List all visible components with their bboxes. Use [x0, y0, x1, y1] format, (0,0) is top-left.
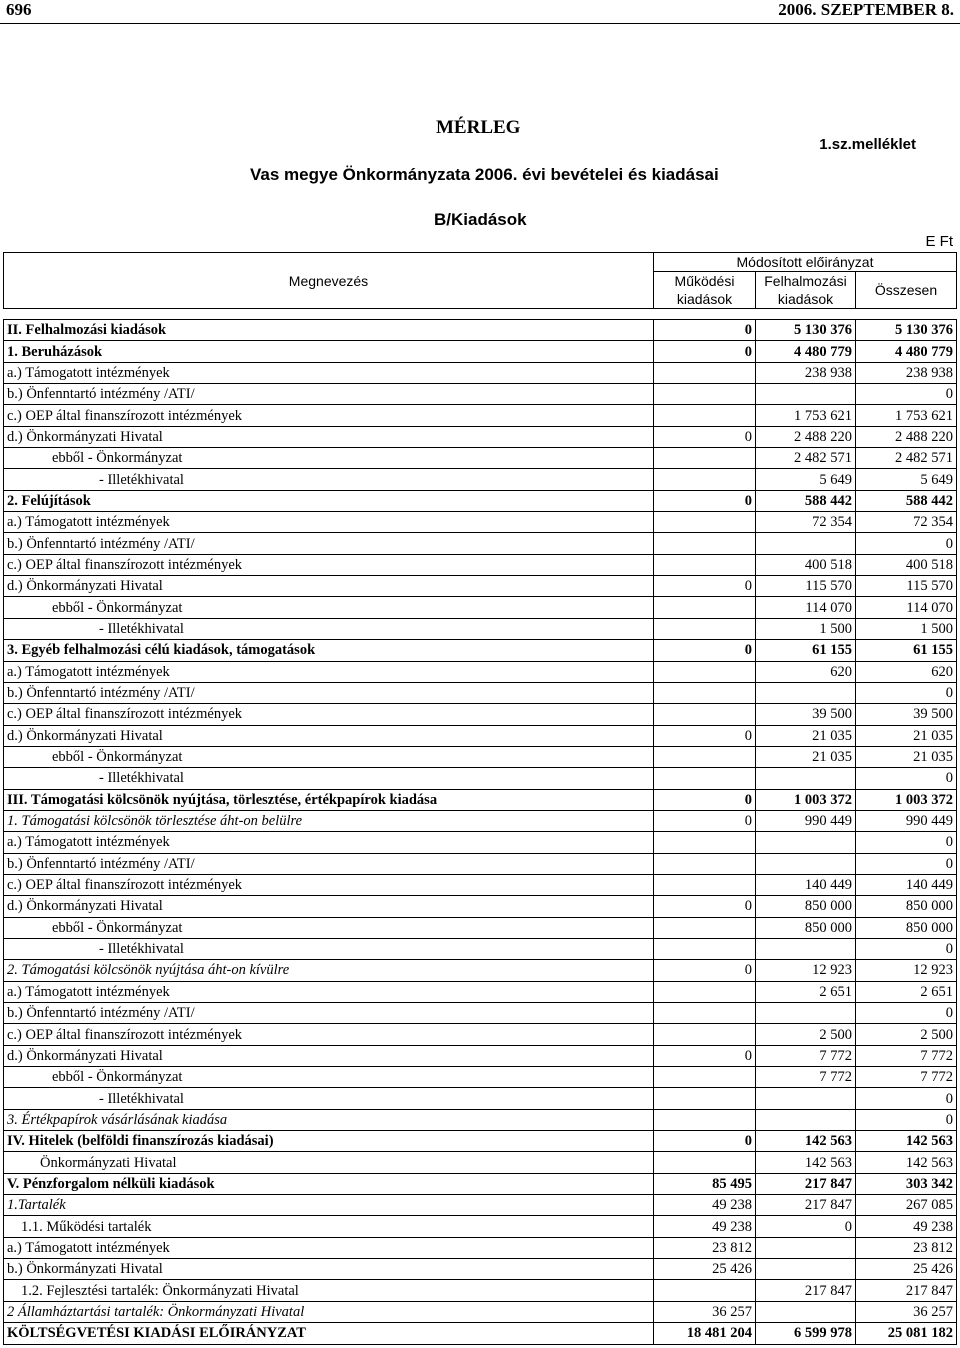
operating-expense-cell: 0 — [654, 960, 756, 981]
capital-expense-cell: 5 130 376 — [756, 320, 856, 341]
table-row — [4, 1323, 957, 1344]
row-label: 2 Államháztartási tartalék: Önkormányzati Hivatal — [4, 1301, 654, 1322]
total-cell: 21 035 — [856, 725, 957, 746]
total-cell: 114 070 — [856, 597, 957, 618]
operating-expense-cell — [654, 597, 756, 618]
table-row — [4, 682, 957, 703]
table-row — [4, 426, 957, 447]
table-header — [3, 252, 957, 309]
total-cell: 142 563 — [856, 1131, 957, 1152]
table-row — [4, 1195, 957, 1216]
total-cell: 7 772 — [856, 1045, 957, 1066]
row-label: ebből - Önkormányzat — [4, 597, 654, 618]
table-row — [4, 960, 957, 981]
row-label: KÖLTSÉGVETÉSI KIADÁSI ELŐIRÁNYZAT — [4, 1323, 654, 1344]
capital-expense-cell: 217 847 — [756, 1195, 856, 1216]
capital-expense-cell — [756, 1088, 856, 1109]
table-row — [4, 789, 957, 810]
operating-expense-cell — [654, 853, 756, 874]
operating-expense-cell: 0 — [654, 576, 756, 597]
capital-expense-cell — [756, 938, 856, 959]
operating-expense-cell — [654, 1067, 756, 1088]
row-label: - Illetékhivatal — [4, 768, 654, 789]
capital-expense-cell: 21 035 — [756, 746, 856, 767]
table-row — [4, 1131, 957, 1152]
operating-expense-cell — [654, 533, 756, 554]
row-label: d.) Önkormányzati Hivatal — [4, 896, 654, 917]
table-row — [4, 384, 957, 405]
capital-expense-cell: 2 488 220 — [756, 426, 856, 447]
capital-expense-cell: 588 442 — [756, 490, 856, 511]
operating-expense-cell — [654, 362, 756, 383]
capital-expense-cell — [756, 853, 856, 874]
capital-expense-cell: 142 563 — [756, 1152, 856, 1173]
table-row — [4, 810, 957, 831]
total-cell: 72 354 — [856, 512, 957, 533]
capital-expense-cell — [756, 682, 856, 703]
capital-expense-cell: 61 155 — [756, 640, 856, 661]
page-date: 2006. SZEPTEMBER 8. — [778, 0, 954, 19]
operating-expense-cell — [654, 1109, 756, 1130]
document-subtitle: Vas megye Önkormányzata 2006. évi bevételei és kiadásai — [250, 165, 719, 184]
table-row — [4, 661, 957, 682]
row-label: a.) Támogatott intézmények — [4, 1237, 654, 1258]
row-label: d.) Önkormányzati Hivatal — [4, 725, 654, 746]
total-cell: 2 488 220 — [856, 426, 957, 447]
table-row — [4, 746, 957, 767]
total-cell: 0 — [856, 853, 957, 874]
capital-expense-cell: 238 938 — [756, 362, 856, 383]
table-row — [4, 597, 957, 618]
total-cell: 36 257 — [856, 1301, 957, 1322]
operating-expense-cell: 0 — [654, 896, 756, 917]
capital-expense-cell: 990 449 — [756, 810, 856, 831]
operating-expense-cell — [654, 746, 756, 767]
capital-expense-cell — [756, 1109, 856, 1130]
capital-expense-cell: 217 847 — [756, 1173, 856, 1194]
unit-label: E Ft — [925, 233, 953, 250]
table-row — [4, 490, 957, 511]
capital-expense-cell — [756, 1237, 856, 1258]
operating-expense-cell — [654, 874, 756, 895]
table-row — [4, 533, 957, 554]
capital-expense-cell — [756, 832, 856, 853]
total-cell: 49 238 — [856, 1216, 957, 1237]
table-row — [4, 554, 957, 575]
total-cell: 238 938 — [856, 362, 957, 383]
row-label: a.) Támogatott intézmények — [4, 512, 654, 533]
table-row — [4, 874, 957, 895]
capital-expense-cell: 850 000 — [756, 917, 856, 938]
capital-expense-cell: 1 003 372 — [756, 789, 856, 810]
operating-expense-cell: 0 — [654, 725, 756, 746]
header-name-column: Megnevezés — [4, 253, 654, 309]
operating-expense-cell: 85 495 — [654, 1173, 756, 1194]
row-label: ebből - Önkormányzat — [4, 746, 654, 767]
operating-expense-cell — [654, 448, 756, 469]
operating-expense-cell — [654, 661, 756, 682]
row-label: b.) Önfenntartó intézmény /ATI/ — [4, 1003, 654, 1024]
total-cell: 303 342 — [856, 1173, 957, 1194]
table-row — [4, 1237, 957, 1258]
operating-expense-cell — [654, 469, 756, 490]
table-row — [4, 320, 957, 341]
total-cell: 25 426 — [856, 1259, 957, 1280]
capital-expense-cell — [756, 384, 856, 405]
total-cell: 1 003 372 — [856, 789, 957, 810]
total-cell: 0 — [856, 1088, 957, 1109]
row-label: 3. Egyéb felhalmozási célú kiadások, támogatások — [4, 640, 654, 661]
row-label: c.) OEP által finanszírozott intézmények — [4, 554, 654, 575]
header-group: Módosított előirányzat — [654, 253, 957, 272]
page-number: 696 — [6, 0, 32, 19]
capital-expense-cell: 4 480 779 — [756, 341, 856, 362]
table-row — [4, 1152, 957, 1173]
table-row — [4, 1173, 957, 1194]
capital-expense-cell: 7 772 — [756, 1045, 856, 1066]
table-row — [4, 853, 957, 874]
table-row — [4, 981, 957, 1002]
operating-expense-cell: 0 — [654, 810, 756, 831]
capital-expense-cell: 114 070 — [756, 597, 856, 618]
table-row — [4, 576, 957, 597]
row-label: 1.Tartalék — [4, 1195, 654, 1216]
operating-expense-cell — [654, 384, 756, 405]
row-label: ebből - Önkormányzat — [4, 1067, 654, 1088]
capital-expense-cell: 21 035 — [756, 725, 856, 746]
total-cell: 140 449 — [856, 874, 957, 895]
total-cell: 990 449 — [856, 810, 957, 831]
total-cell: 61 155 — [856, 640, 957, 661]
total-cell: 4 480 779 — [856, 341, 957, 362]
table-row — [4, 1045, 957, 1066]
capital-expense-cell — [756, 768, 856, 789]
row-label: 1. Beruházások — [4, 341, 654, 362]
operating-expense-cell: 49 238 — [654, 1216, 756, 1237]
total-cell: 12 923 — [856, 960, 957, 981]
row-label: c.) OEP által finanszírozott intézmények — [4, 704, 654, 725]
capital-expense-cell: 2 482 571 — [756, 448, 856, 469]
row-label: d.) Önkormányzati Hivatal — [4, 426, 654, 447]
total-cell: 0 — [856, 832, 957, 853]
total-cell: 217 847 — [856, 1280, 957, 1301]
annex-label: 1.sz.melléklet — [819, 136, 916, 153]
capital-expense-cell: 2 651 — [756, 981, 856, 1002]
capital-expense-cell: 142 563 — [756, 1131, 856, 1152]
total-cell: 400 518 — [856, 554, 957, 575]
row-label: 2. Felújítások — [4, 490, 654, 511]
row-label: a.) Támogatott intézmények — [4, 661, 654, 682]
capital-expense-cell: 12 923 — [756, 960, 856, 981]
total-cell: 5 130 376 — [856, 320, 957, 341]
total-cell: 25 081 182 — [856, 1323, 957, 1344]
total-cell: 0 — [856, 384, 957, 405]
row-label: 3. Értékpapírok vásárlásának kiadása — [4, 1109, 654, 1130]
document-title: MÉRLEG — [436, 117, 521, 138]
total-cell: 115 570 — [856, 576, 957, 597]
row-label: V. Pénzforgalom nélküli kiadások — [4, 1173, 654, 1194]
row-label: d.) Önkormányzati Hivatal — [4, 1045, 654, 1066]
operating-expense-cell: 0 — [654, 1131, 756, 1152]
operating-expense-cell — [654, 1024, 756, 1045]
capital-expense-cell — [756, 1003, 856, 1024]
total-cell: 267 085 — [856, 1195, 957, 1216]
table-row — [4, 1216, 957, 1237]
operating-expense-cell — [654, 682, 756, 703]
row-label: II. Felhalmozási kiadások — [4, 320, 654, 341]
capital-expense-cell: 72 354 — [756, 512, 856, 533]
total-cell: 21 035 — [856, 746, 957, 767]
operating-expense-cell: 25 426 — [654, 1259, 756, 1280]
row-label: b.) Önkormányzati Hivatal — [4, 1259, 654, 1280]
capital-expense-cell: 400 518 — [756, 554, 856, 575]
header-col1-bottom: kiadások — [654, 290, 756, 309]
total-cell: 850 000 — [856, 896, 957, 917]
operating-expense-cell — [654, 1280, 756, 1301]
operating-expense-cell — [654, 618, 756, 639]
operating-expense-cell: 0 — [654, 1045, 756, 1066]
operating-expense-cell — [654, 704, 756, 725]
operating-expense-cell — [654, 768, 756, 789]
row-label: 1. Támogatási kölcsönök törlesztése áht-on belülre — [4, 810, 654, 831]
table-row — [4, 917, 957, 938]
total-cell: 850 000 — [856, 917, 957, 938]
total-cell: 7 772 — [856, 1067, 957, 1088]
operating-expense-cell: 36 257 — [654, 1301, 756, 1322]
table-row — [4, 362, 957, 383]
operating-expense-cell — [654, 1152, 756, 1173]
operating-expense-cell — [654, 512, 756, 533]
header-col3: Összesen — [856, 272, 957, 309]
table-row — [4, 1067, 957, 1088]
operating-expense-cell — [654, 917, 756, 938]
row-label: - Illetékhivatal — [4, 618, 654, 639]
row-label: a.) Támogatott intézmények — [4, 362, 654, 383]
capital-expense-cell: 1 500 — [756, 618, 856, 639]
table-row — [4, 1280, 957, 1301]
total-cell: 0 — [856, 938, 957, 959]
row-label: IV. Hitelek (belföldi finanszírozás kiadásai) — [4, 1131, 654, 1152]
row-label: ebből - Önkormányzat — [4, 448, 654, 469]
capital-expense-cell: 620 — [756, 661, 856, 682]
capital-expense-cell — [756, 533, 856, 554]
total-cell: 1 753 621 — [856, 405, 957, 426]
table-row — [4, 938, 957, 959]
operating-expense-cell — [654, 1003, 756, 1024]
operating-expense-cell — [654, 832, 756, 853]
header-rule — [0, 23, 960, 24]
operating-expense-cell — [654, 405, 756, 426]
table-row — [4, 1301, 957, 1322]
total-cell: 620 — [856, 661, 957, 682]
capital-expense-cell: 2 500 — [756, 1024, 856, 1045]
table-row — [4, 725, 957, 746]
total-cell: 1 500 — [856, 618, 957, 639]
capital-expense-cell: 1 753 621 — [756, 405, 856, 426]
table-row — [4, 704, 957, 725]
capital-expense-cell: 5 649 — [756, 469, 856, 490]
row-label: 2. Támogatási kölcsönök nyújtása áht-on kívülre — [4, 960, 654, 981]
table-row — [4, 768, 957, 789]
total-cell: 2 651 — [856, 981, 957, 1002]
table-row — [4, 1088, 957, 1109]
row-label: Önkormányzati Hivatal — [4, 1152, 654, 1173]
total-cell: 0 — [856, 533, 957, 554]
operating-expense-cell: 18 481 204 — [654, 1323, 756, 1344]
total-cell: 0 — [856, 1003, 957, 1024]
table-row — [4, 1259, 957, 1280]
row-label: c.) OEP által finanszírozott intézmények — [4, 405, 654, 426]
total-cell: 0 — [856, 682, 957, 703]
header-col2-bottom: kiadások — [756, 290, 856, 309]
total-cell: 0 — [856, 768, 957, 789]
operating-expense-cell: 0 — [654, 490, 756, 511]
capital-expense-cell: 140 449 — [756, 874, 856, 895]
capital-expense-cell: 0 — [756, 1216, 856, 1237]
row-label: 1.1. Működési tartalék — [4, 1216, 654, 1237]
table-row — [4, 469, 957, 490]
operating-expense-cell: 0 — [654, 789, 756, 810]
operating-expense-cell: 23 812 — [654, 1237, 756, 1258]
total-cell: 142 563 — [856, 1152, 957, 1173]
table-row — [4, 640, 957, 661]
capital-expense-cell: 850 000 — [756, 896, 856, 917]
table-row — [4, 512, 957, 533]
row-label: a.) Támogatott intézmények — [4, 832, 654, 853]
row-label: 1.2. Fejlesztési tartalék: Önkormányzati Hivatal — [4, 1280, 654, 1301]
table-row — [4, 1024, 957, 1045]
row-label: a.) Támogatott intézmények — [4, 981, 654, 1002]
operating-expense-cell — [654, 981, 756, 1002]
capital-expense-cell: 6 599 978 — [756, 1323, 856, 1344]
section-title: B/Kiadások — [434, 210, 527, 229]
table-row — [4, 1003, 957, 1024]
header-col1-top: Működési — [654, 272, 756, 291]
row-label: - Illetékhivatal — [4, 469, 654, 490]
operating-expense-cell — [654, 1088, 756, 1109]
operating-expense-cell — [654, 554, 756, 575]
total-cell: 23 812 — [856, 1237, 957, 1258]
operating-expense-cell: 0 — [654, 640, 756, 661]
total-cell: 2 482 571 — [856, 448, 957, 469]
table-row — [4, 896, 957, 917]
operating-expense-cell: 0 — [654, 320, 756, 341]
total-cell: 0 — [856, 1109, 957, 1130]
table-row — [4, 448, 957, 469]
expenditure-table — [3, 319, 957, 1345]
row-label: b.) Önfenntartó intézmény /ATI/ — [4, 682, 654, 703]
row-label: c.) OEP által finanszírozott intézmények — [4, 874, 654, 895]
operating-expense-cell — [654, 938, 756, 959]
row-label: - Illetékhivatal — [4, 938, 654, 959]
table-row — [4, 1109, 957, 1130]
capital-expense-cell: 115 570 — [756, 576, 856, 597]
row-label: b.) Önfenntartó intézmény /ATI/ — [4, 533, 654, 554]
table-row — [4, 405, 957, 426]
capital-expense-cell: 39 500 — [756, 704, 856, 725]
capital-expense-cell: 7 772 — [756, 1067, 856, 1088]
row-label: ebből - Önkormányzat — [4, 917, 654, 938]
capital-expense-cell — [756, 1259, 856, 1280]
row-label: - Illetékhivatal — [4, 1088, 654, 1109]
operating-expense-cell: 0 — [654, 426, 756, 447]
table-row — [4, 618, 957, 639]
total-cell: 2 500 — [856, 1024, 957, 1045]
total-cell: 39 500 — [856, 704, 957, 725]
capital-expense-cell — [756, 1301, 856, 1322]
capital-expense-cell: 217 847 — [756, 1280, 856, 1301]
total-cell: 588 442 — [856, 490, 957, 511]
header-col2-top: Felhalmozási — [756, 272, 856, 291]
table-row — [4, 832, 957, 853]
total-cell: 5 649 — [856, 469, 957, 490]
row-label: d.) Önkormányzati Hivatal — [4, 576, 654, 597]
table-row — [4, 341, 957, 362]
row-label: b.) Önfenntartó intézmény /ATI/ — [4, 853, 654, 874]
operating-expense-cell: 49 238 — [654, 1195, 756, 1216]
row-label: b.) Önfenntartó intézmény /ATI/ — [4, 384, 654, 405]
row-label: III. Támogatási kölcsönök nyújtása, törlesztése, értékpapírok kiadása — [4, 789, 654, 810]
operating-expense-cell: 0 — [654, 341, 756, 362]
row-label: c.) OEP által finanszírozott intézmények — [4, 1024, 654, 1045]
